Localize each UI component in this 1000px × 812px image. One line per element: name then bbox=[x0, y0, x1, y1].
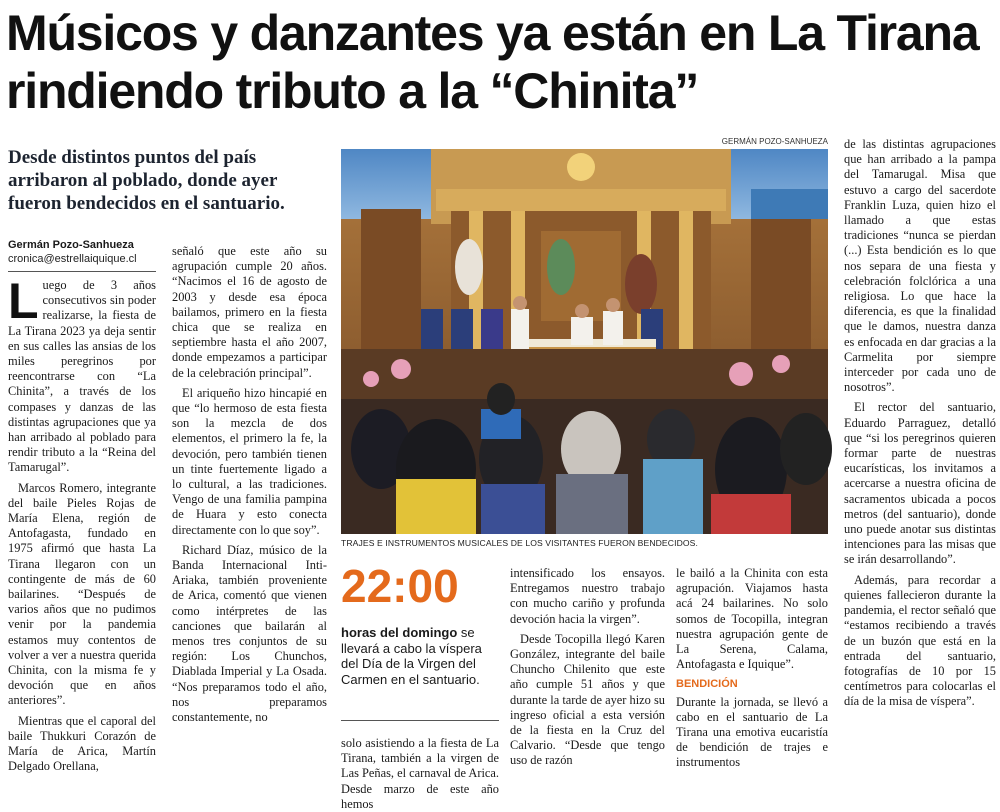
article-column-4 bbox=[676, 566, 828, 800]
paragraph: Desde Tocopilla llegó Karen González, integrante del baile Chuncho Chilenito que este año cumple 51 años y que durante la tarde de ayer hizo su ingreso oficial a esta versión de la fiesta en la Cruz del Calvario. “Desde que tengo uso de razón bbox=[510, 631, 665, 768]
paragraph: de las distintas agrupaciones que han arribado a la pampa del Tamarugal. Misa que estuvo a cargo del sacerdote Franklin Luza, quien hizo el llamado a que estas tradiciones “nunca se pierdan (...) Esta bendición es lo que nos separa de una fiesta y celebración folclórica a una religiosa. Lo que hace la diferencia, es que la finalidad que le damos, nuestra danza es enfocada en dar gracias a la Carmelita por siempre interceder por cada uno de nosotros”. bbox=[844, 137, 996, 395]
church-altar-illustration bbox=[341, 149, 828, 534]
headline: Músicos y danzantes ya están en La Tirana rindiendo tributo a la “Chinita” bbox=[6, 5, 979, 119]
highlight-text bbox=[341, 625, 499, 687]
paragraph: El rector del santuario, Eduardo Parraguez, detalló que “si los peregrinos quieren formar parte de nuestras eucarísticas, los invitamos a acercarse a nuestra oficina de sacramentos ubicada a pocos metros (del santuario), donde uno puede anotar sus distintas intenciones para las misas que se irán desarrollando”. bbox=[844, 400, 996, 567]
highlight-rule bbox=[341, 720, 499, 721]
paragraph: El ariqueño hizo hincapié en que “lo hermoso de esta fiesta son la mezcla de dos elementos, el primero la fe, la devoción, pero también tienen un tinte fuertemente ligado a lo cultural, a las tradiciones. Vengo de una familia pampina de Huara y esto conecta directamente con lo que soy”. bbox=[172, 385, 327, 537]
paragraph: solo asistiendo a la fiesta de La Tirana, también a la virgen de Las Peñas, el carnaval de Arica. Desde marzo de este año hemos bbox=[341, 736, 499, 811]
paragraph: Durante la jornada, se llevó a cabo en el santuario de La Tirana una emotiva eucaristía de bendición de trajes e instrumentos bbox=[676, 694, 828, 770]
drop-cap: L bbox=[8, 273, 39, 329]
paragraph: Richard Díaz, músico de la Banda Internacional Inti-Ariaka, también proveniente de Arica, comentó que vienen como intérpretes de las canciones que bailarán al menos tres conjuntos de su región: Los Chunchos, Diablada Imperial y La Osada. “Nos preparamos todo el año, nos preparamos constantemente, no bbox=[172, 542, 327, 725]
highlight-body: se llevará a cabo la víspera del Día de la Virgen del Carmen en el santuario. bbox=[341, 625, 482, 687]
author-email: cronica@estrellaiquique.cl bbox=[8, 253, 137, 265]
section-subhead: BENDICIÓN bbox=[676, 678, 738, 691]
author-name: Germán Pozo-Sanhueza bbox=[8, 239, 134, 251]
article-column-2 bbox=[172, 244, 327, 800]
paragraph: intensificado los ensayos. Entregamos nuestro trabajo con mucho cariño y profunda devoción hacia la virgen”. bbox=[510, 566, 665, 626]
highlight-time: 22:00 bbox=[341, 560, 459, 612]
paragraph: Luego de 3 años consecutivos sin poder realizarse, la fiesta de La Tirana 2023 ya deja sentir en sus calles las ansias de los miles peregrinos por reencontrarse con “La Chinita”, a través de los compases y danzas de las distintas agrupaciones que ya han arribado al poblado para rendir tributo a la “Reina del Tamarugal”. bbox=[8, 273, 156, 475]
main-photo bbox=[341, 149, 828, 534]
article-column-1 bbox=[8, 273, 156, 800]
photo-credit: GERMÁN POZO-SANHUEZA bbox=[721, 137, 828, 146]
paragraph: Marcos Romero, integrante del baile Pieles Rojas de María Elena, región de Antofagasta, fundado en 1975 afirmó que hasta La Tirana llegaron con un contingente de más de 60 bailarines. “Después de varios años que no pudimos venir por la pandemia estamos muy contentos de volver a ver a nuestra querida Chinita, con la misma fe y devoción que en años anteriores”. bbox=[8, 480, 156, 708]
article-column-3b bbox=[510, 566, 665, 800]
paragraph: Mientras que el caporal del baile Thukkuri Corazón de María de Arica, Martín Delgado Orellana, bbox=[8, 713, 156, 774]
article-column-3 bbox=[341, 736, 499, 811]
paragraph: le bailó a la Chinita con esta agrupación. Viajamos hasta acá 24 bailarines. No solo somos de Tocopilla, integran nuestra agrupación gente de La Serena, Calama, Antofagasta e Iquique”. bbox=[676, 566, 828, 672]
highlight-lead: horas del domingo bbox=[341, 625, 458, 640]
deck-summary: Desde distintos puntos del país arribaron al poblado, donde ayer fueron bendecidos en el santuario. bbox=[8, 147, 285, 214]
paragraph: Además, para recordar a quienes fallecieron durante la pandemia, el rector señaló que “estamos recibiendo a través de un buzón que está en la entrada del santuario, fotografías de 10 por 15 centímetros para colocarlas el día de la misa de víspera”. bbox=[844, 572, 996, 709]
byline-rule bbox=[8, 271, 156, 272]
paragraph: señaló que este año su agrupación cumple 20 años. “Nacimos el 16 de agosto de 2003 y desde esa época bailamos, primero en la fiesta chica que se realiza en septiembre hasta el año 2007, donde empezamos a participar de la celebración principal”. bbox=[172, 244, 327, 380]
byline bbox=[8, 238, 158, 266]
photo-caption: TRAJES E INSTRUMENTOS MUSICALES DE LOS VISITANTES FUERON BENDECIDOS. bbox=[341, 538, 698, 548]
article-column-5 bbox=[844, 137, 996, 800]
